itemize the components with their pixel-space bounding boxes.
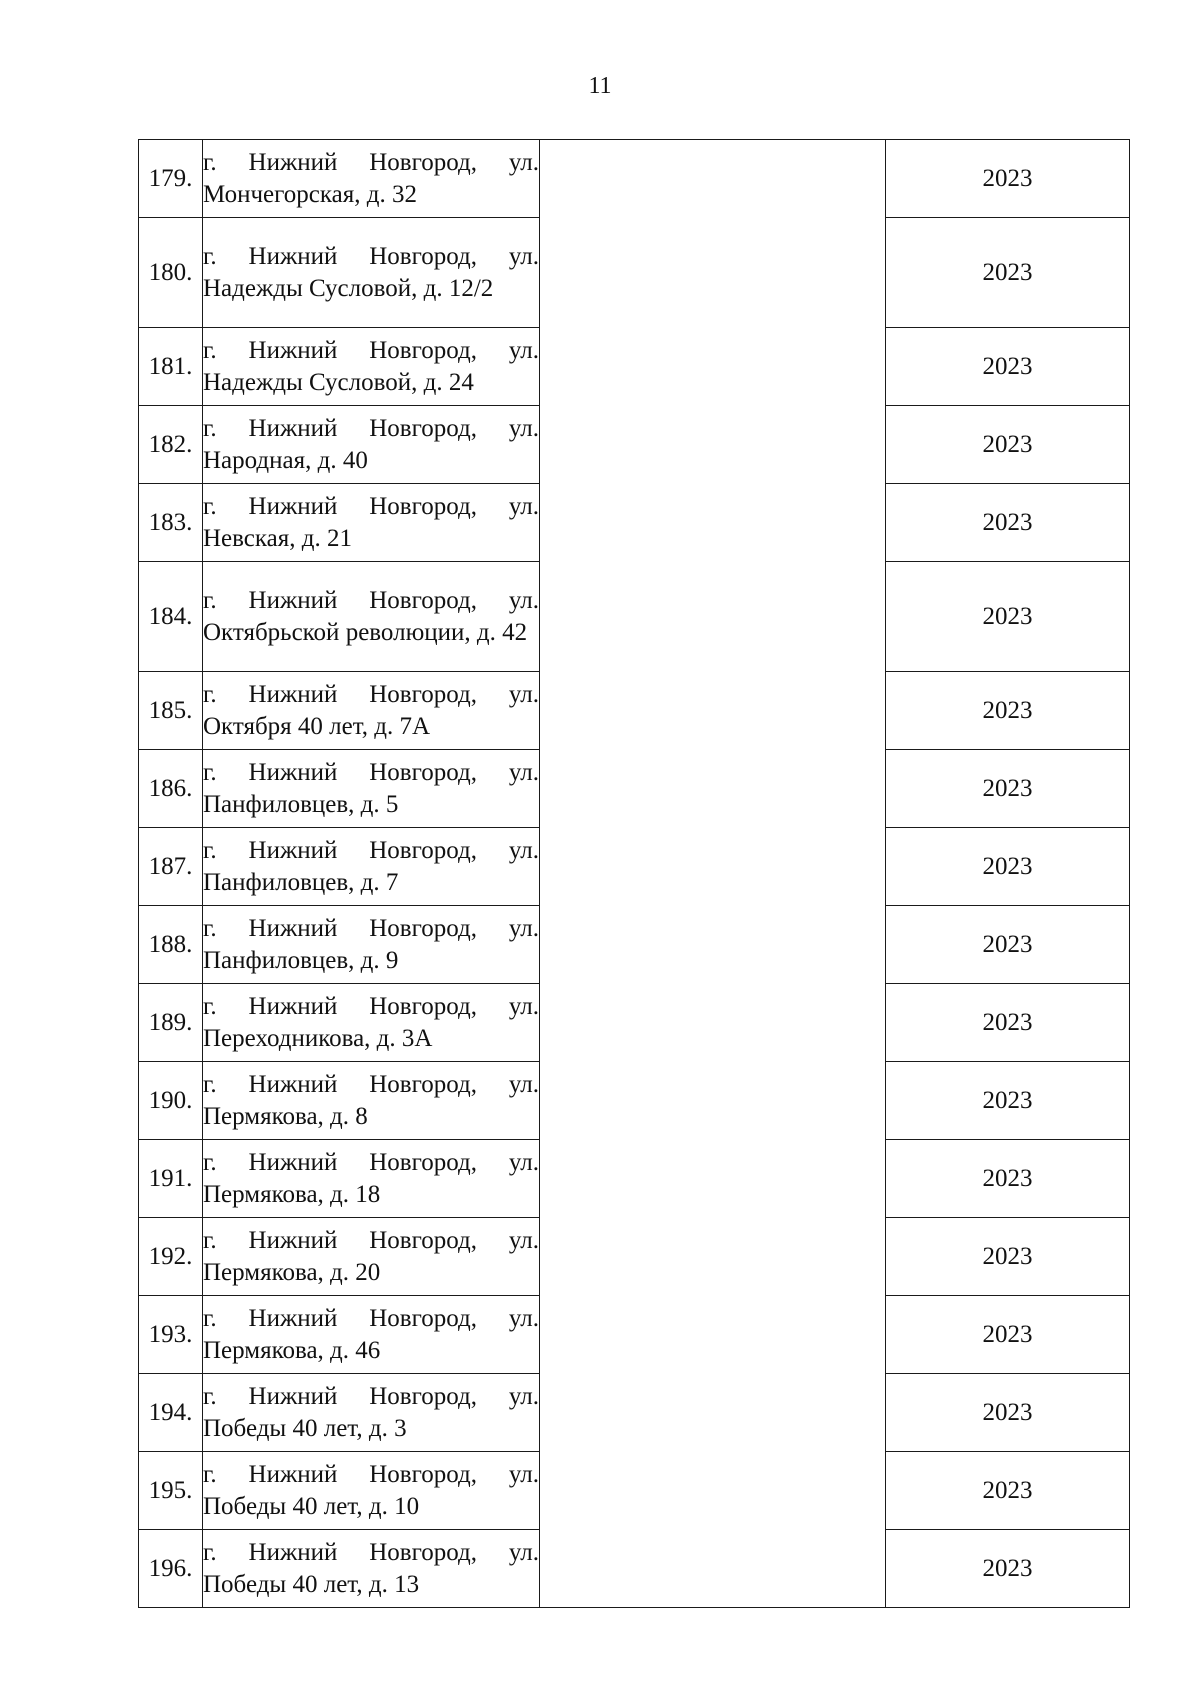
row-number: 196. <box>139 1530 203 1608</box>
schedule-table <box>138 139 1130 1608</box>
row-address: г. Нижний Новгород, ул. Победы 40 лет, д. 10 <box>203 1452 540 1530</box>
row-number: 182. <box>139 406 203 484</box>
row-address: г. Нижний Новгород, ул. Октябрьской революции, д. 42 <box>203 562 540 672</box>
page-number: 11 <box>588 73 612 99</box>
row-number: 186. <box>139 750 203 828</box>
row-year: 2023 <box>886 1062 1130 1140</box>
row-address: г. Нижний Новгород, ул. Надежды Сусловой, д. 24 <box>203 328 540 406</box>
row-year: 2023 <box>886 906 1130 984</box>
row-number: 188. <box>139 906 203 984</box>
row-address: г. Нижний Новгород, ул. Пермякова, д. 46 <box>203 1296 540 1374</box>
row-year: 2023 <box>886 1452 1130 1530</box>
table-row <box>139 140 1130 218</box>
row-address: г. Нижний Новгород, ул. Пермякова, д. 8 <box>203 1062 540 1140</box>
row-year: 2023 <box>886 484 1130 562</box>
row-year: 2023 <box>886 406 1130 484</box>
row-number: 181. <box>139 328 203 406</box>
row-number: 190. <box>139 1062 203 1140</box>
row-number: 179. <box>139 140 203 218</box>
row-address: г. Нижний Новгород, ул. Победы 40 лет, д. 3 <box>203 1374 540 1452</box>
row-year: 2023 <box>886 562 1130 672</box>
row-year: 2023 <box>886 1530 1130 1608</box>
row-address: г. Нижний Новгород, ул. Мончегорская, д. 32 <box>203 140 540 218</box>
row-number: 180. <box>139 218 203 328</box>
row-address: г. Нижний Новгород, ул. Переходникова, д. 3А <box>203 984 540 1062</box>
row-address: г. Нижний Новгород, ул. Панфиловцев, д. 9 <box>203 906 540 984</box>
row-year: 2023 <box>886 1140 1130 1218</box>
row-address: г. Нижний Новгород, ул. Пермякова, д. 18 <box>203 1140 540 1218</box>
row-address: г. Нижний Новгород, ул. Невская, д. 21 <box>203 484 540 562</box>
row-year: 2023 <box>886 1296 1130 1374</box>
row-number: 191. <box>139 1140 203 1218</box>
row-year: 2023 <box>886 828 1130 906</box>
row-year: 2023 <box>886 140 1130 218</box>
schedule-table-body <box>139 140 1130 1608</box>
row-year: 2023 <box>886 750 1130 828</box>
row-number: 195. <box>139 1452 203 1530</box>
row-address: г. Нижний Новгород, ул. Панфиловцев, д. 5 <box>203 750 540 828</box>
merged-empty-cell <box>540 140 886 1608</box>
row-year: 2023 <box>886 984 1130 1062</box>
row-year: 2023 <box>886 672 1130 750</box>
row-address: г. Нижний Новгород, ул. Октября 40 лет, д. 7А <box>203 672 540 750</box>
row-number: 192. <box>139 1218 203 1296</box>
row-number: 185. <box>139 672 203 750</box>
row-year: 2023 <box>886 1218 1130 1296</box>
row-number: 193. <box>139 1296 203 1374</box>
row-year: 2023 <box>886 218 1130 328</box>
row-year: 2023 <box>886 1374 1130 1452</box>
row-number: 187. <box>139 828 203 906</box>
row-number: 194. <box>139 1374 203 1452</box>
row-address: г. Нижний Новгород, ул. Надежды Сусловой, д. 12/2 <box>203 218 540 328</box>
row-address: г. Нижний Новгород, ул. Панфиловцев, д. 7 <box>203 828 540 906</box>
row-number: 189. <box>139 984 203 1062</box>
row-year: 2023 <box>886 328 1130 406</box>
row-number: 184. <box>139 562 203 672</box>
row-address: г. Нижний Новгород, ул. Победы 40 лет, д. 13 <box>203 1530 540 1608</box>
row-address: г. Нижний Новгород, ул. Пермякова, д. 20 <box>203 1218 540 1296</box>
row-number: 183. <box>139 484 203 562</box>
row-address: г. Нижний Новгород, ул. Народная, д. 40 <box>203 406 540 484</box>
